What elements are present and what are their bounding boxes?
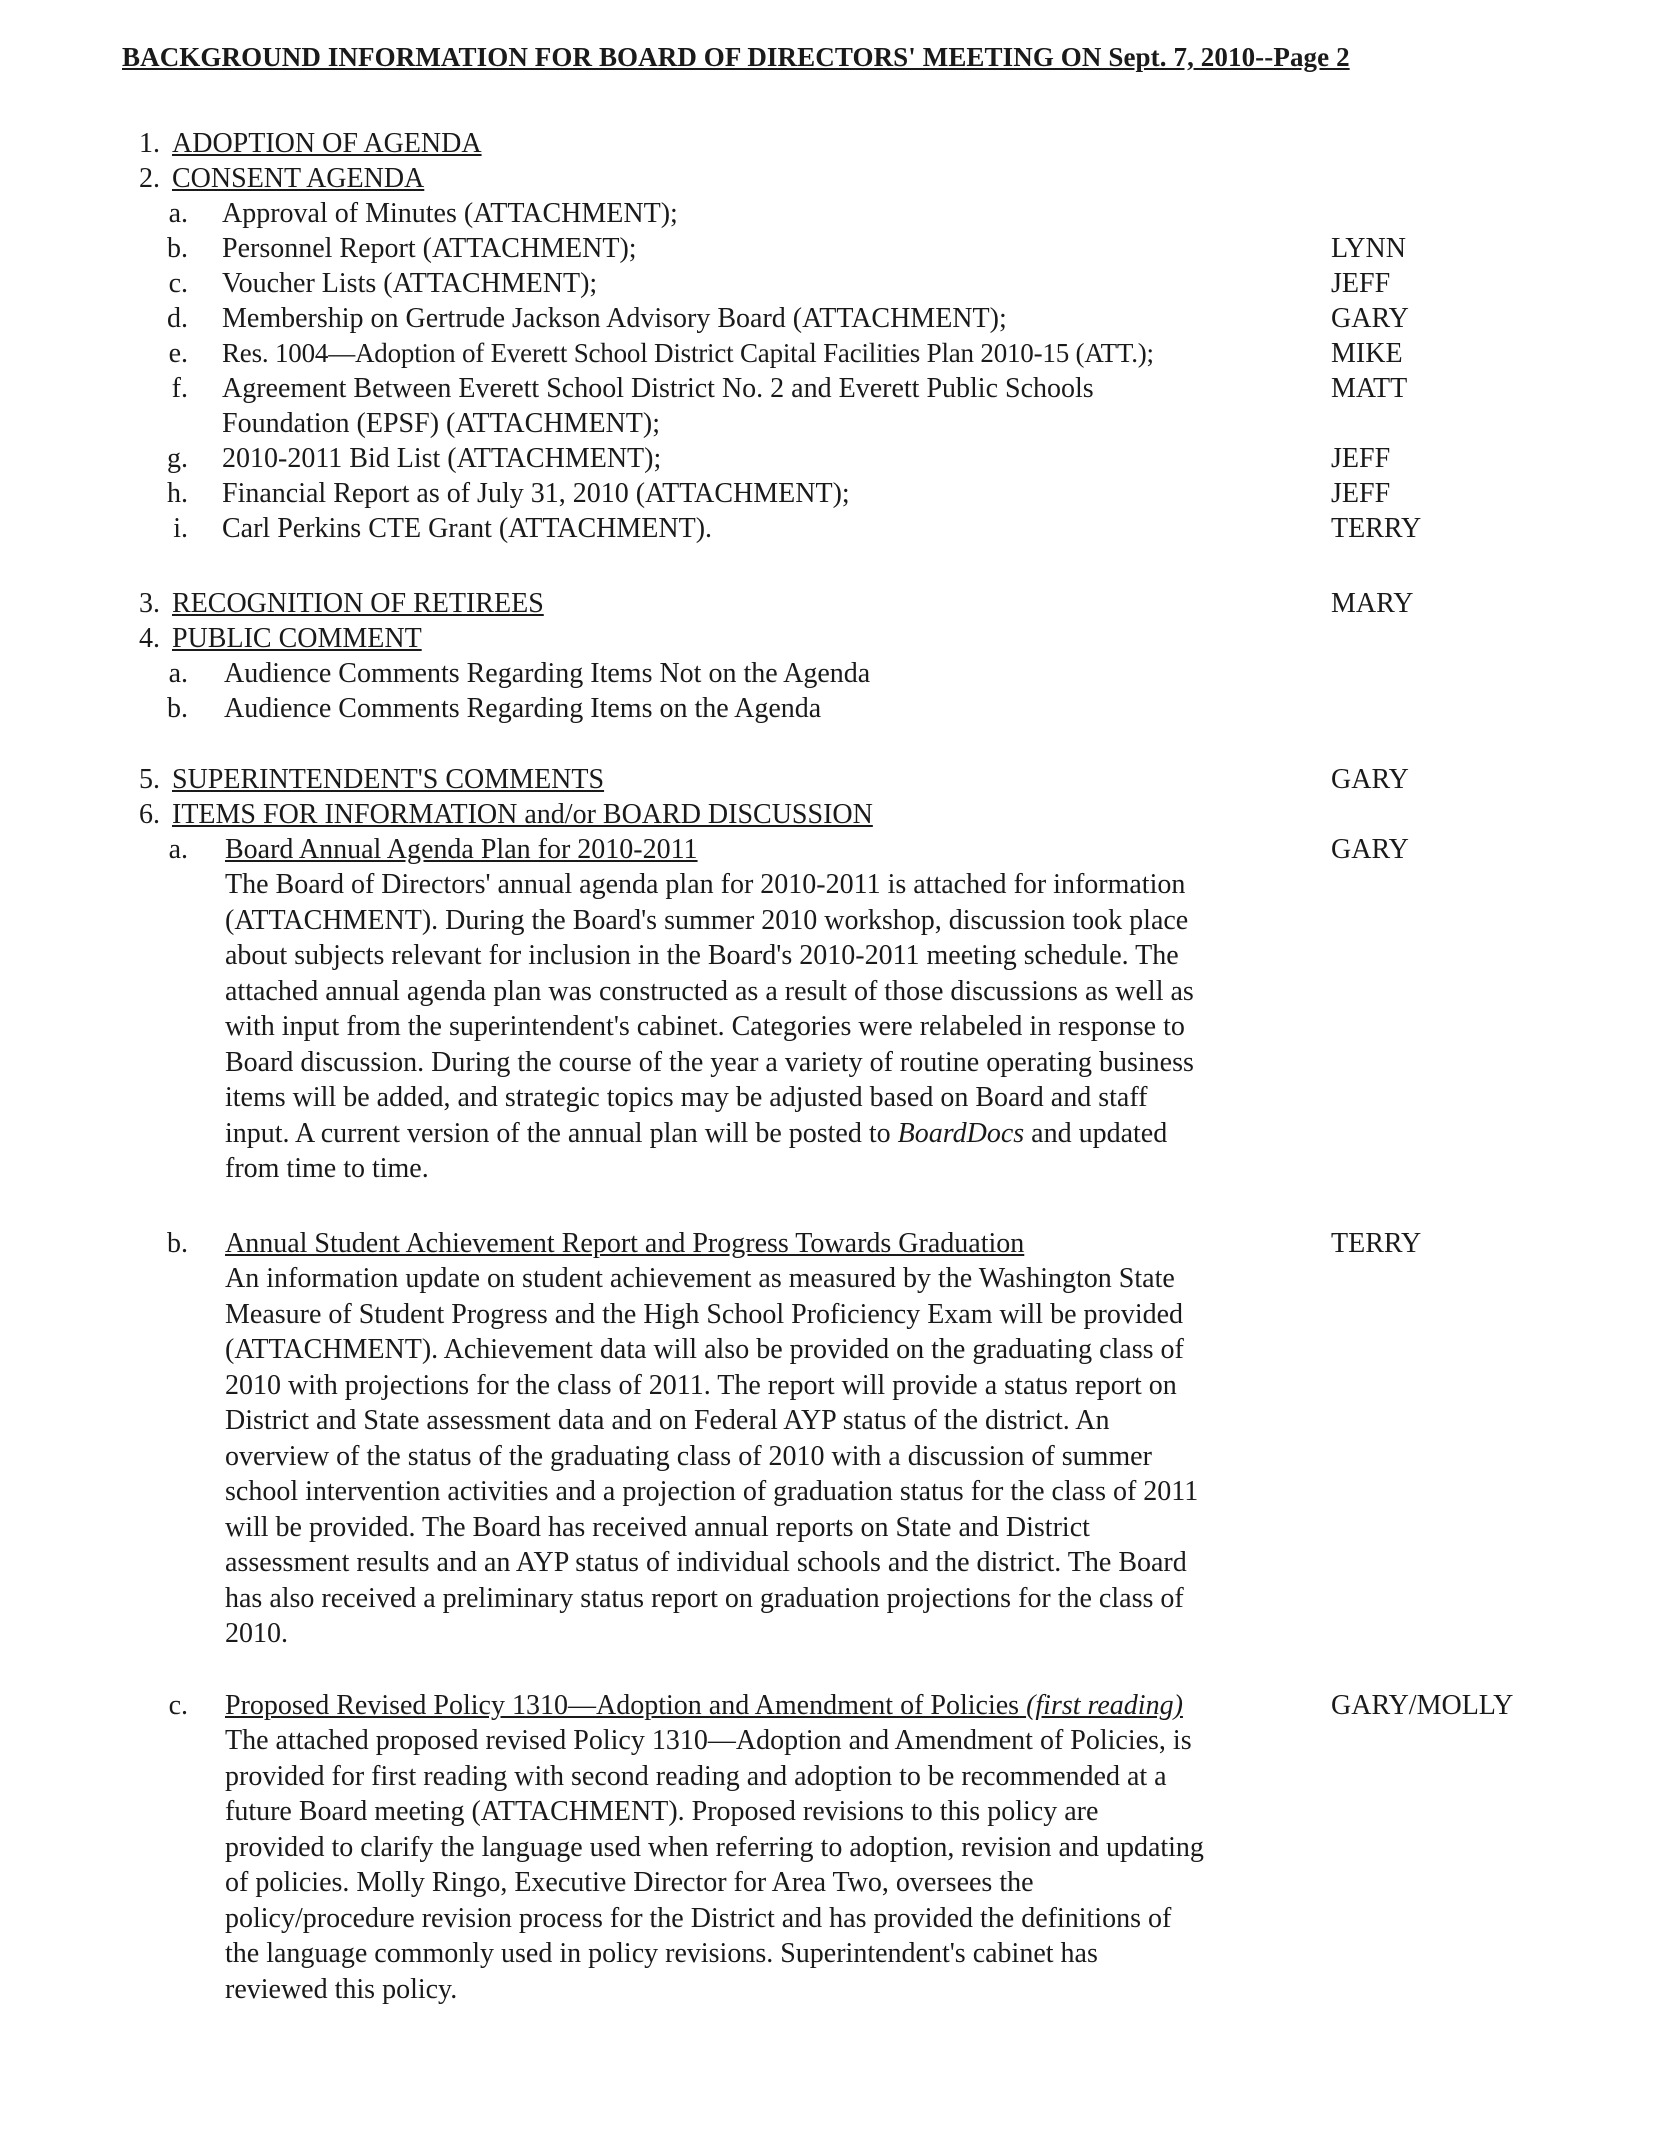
owner-2g: JEFF (1331, 443, 1391, 474)
subitem-6a-description (225, 867, 1325, 1187)
subitem-text: Voucher Lists (ATTACHMENT); (222, 268, 598, 299)
subitem-text: Personnel Report (ATTACHMENT); (222, 233, 637, 264)
subitem-title: Board Annual Agenda Plan for 2010-2011 (225, 834, 698, 865)
owner-2c: JEFF (1331, 268, 1391, 299)
paragraph-line: about subjects relevant for inclusion in the Board's 2010-2011 meeting schedule. The (225, 940, 1179, 971)
subitem-text: Financial Report as of July 31, 2010 (ATTACHMENT); (222, 478, 850, 509)
paragraph-line: will be provided. The Board has received annual reports on State and District (225, 1511, 1090, 1543)
item-number: 5. (139, 764, 160, 795)
subitem-text: Audience Comments Regarding Items on the Agenda (224, 693, 822, 724)
subitem-letter: i. (173, 513, 188, 544)
subitem-text: Res. 1004—Adoption of Everett School District Capital Facilities Plan 2010-15 (ATT.); (222, 338, 1154, 368)
subitem-letter: g. (167, 443, 188, 474)
subitem-text: 2010-2011 Bid List (ATTACHMENT); (222, 443, 662, 474)
paragraph-line: provided for first reading with second reading and adoption to be recommended at a (225, 1760, 1167, 1792)
owner-2h: JEFF (1331, 478, 1391, 509)
subitem-letter: c. (168, 268, 188, 299)
subitem-letter: b. (167, 233, 188, 264)
item-title: SUPERINTENDENT'S COMMENTS (172, 764, 605, 795)
paragraph-line (225, 1116, 1325, 1152)
paragraph-line: reviewed this policy. (225, 1973, 458, 2005)
subitem-text-continued: Foundation (EPSF) (ATTACHMENT); (222, 408, 660, 439)
paragraph-line: future Board meeting (ATTACHMENT). Proposed revisions to this policy are (225, 1796, 1099, 1827)
paragraph-line: An information update on student achievement as measured by the Washington State (225, 1263, 1175, 1294)
owner-2f: MATT (1331, 373, 1408, 404)
paragraph-line: overview of the status of the graduating class of 2010 with a discussion of summer (225, 1440, 1152, 1472)
owner-2d: GARY (1331, 303, 1409, 334)
paragraph-text: input. A current version of the annual plan will be posted to (225, 1117, 891, 1149)
paragraph-line: provided to clarify the language used when referring to adoption, revision and updating (225, 1831, 1204, 1863)
owner-5: GARY (1331, 764, 1409, 795)
paragraph-line: Board discussion. During the course of the year a variety of routine operating business (225, 1046, 1194, 1078)
paragraph-line: Measure of Student Progress and the High School Proficiency Exam will be provided (225, 1298, 1184, 1330)
subitem-letter: a. (168, 834, 188, 865)
paragraph-text: and updated (1024, 1117, 1168, 1149)
item-title: RECOGNITION OF RETIREES (172, 588, 544, 619)
boarddocs-text: BoardDocs (897, 1117, 1025, 1149)
paragraph-line: of policies. Molly Ringo, Executive Director for Area Two, oversees the (225, 1867, 1034, 1898)
subitem-letter: a. (168, 658, 188, 689)
subitem-text: Audience Comments Regarding Items Not on the Agenda (224, 658, 871, 689)
item-title: PUBLIC COMMENT (172, 623, 422, 654)
subitem-title-text: Proposed Revised Policy 1310—Adoption and Amendment of Policies (225, 1690, 1020, 1721)
paragraph-line: (ATTACHMENT). Achievement data will also be provided on the graduating class of (225, 1334, 1184, 1365)
paragraph-line: The Board of Directors' annual agenda plan for 2010-2011 is attached for information (225, 869, 1186, 900)
owner-2i: TERRY (1331, 513, 1422, 544)
item-title: CONSENT AGENDA (172, 163, 425, 194)
owner-6a: GARY (1331, 834, 1409, 865)
subitem-text: Agreement Between Everett School District No. 2 and Everett Public Schools (222, 373, 1094, 404)
subitem-letter: e. (168, 338, 188, 369)
item-number: 1. (139, 128, 160, 159)
owner-6c: GARY/MOLLY (1331, 1690, 1514, 1721)
paragraph-line: with input from the superintendent's cabinet. Categories were relabeled in response to (225, 1011, 1185, 1042)
subitem-title (225, 1688, 1183, 1723)
paragraph-line: (ATTACHMENT). During the Board's summer 2010 workshop, discussion took place (225, 904, 1189, 936)
item-number: 6. (139, 799, 160, 830)
paragraph-line: 2010. (225, 1618, 288, 1649)
subitem-text: Membership on Gertrude Jackson Advisory Board (ATTACHMENT); (222, 303, 1007, 334)
subitem-letter: b. (167, 1228, 188, 1259)
owner-2b: LYNN (1331, 233, 1406, 264)
subitem-title: Annual Student Achievement Report and Progress Towards Graduation (225, 1228, 1025, 1259)
item-number: 3. (139, 588, 160, 619)
subitem-text: Carl Perkins CTE Grant (ATTACHMENT). (222, 513, 713, 544)
paragraph-line: the language commonly used in policy revisions. Superintendent's cabinet has (225, 1938, 1098, 1969)
subitem-6c-description (225, 1723, 1325, 2007)
subitem-letter: d. (167, 303, 188, 334)
paragraph-line: school intervention activities and a projection of graduation status for the class of 2011 (225, 1476, 1199, 1507)
item-number: 4. (139, 623, 160, 654)
paragraph-line: items will be added, and strategic topics may be adjusted based on Board and staff (225, 1082, 1148, 1113)
item-title: ITEMS FOR INFORMATION and/or BOARD DISCUSSION (172, 799, 873, 830)
item-number: 2. (139, 163, 160, 194)
paragraph-line: from time to time. (225, 1153, 429, 1184)
subitem-text: Approval of Minutes (ATTACHMENT); (222, 198, 678, 229)
owner-6b: TERRY (1331, 1228, 1422, 1259)
owner-3: MARY (1331, 588, 1414, 619)
subitem-letter: a. (168, 198, 188, 229)
paragraph-line: 2010 with projections for the class of 2011. The report will provide a status report on (225, 1369, 1177, 1401)
paragraph-line: has also received a preliminary status report on graduation projections for the class of (225, 1582, 1184, 1614)
subitem-letter: c. (168, 1690, 188, 1721)
paragraph-line: policy/procedure revision process for the District and has provided the definitions of (225, 1902, 1172, 1934)
subitem-letter: f. (171, 373, 188, 404)
subitem-letter: b. (167, 693, 188, 724)
paragraph-line: The attached proposed revised Policy 1310—Adoption and Amendment of Policies, is (225, 1725, 1192, 1756)
paragraph-line: District and State assessment data and on Federal AYP status of the district. An (225, 1405, 1110, 1436)
first-reading-label: (first reading) (1026, 1690, 1183, 1721)
owner-2e: MIKE (1331, 338, 1403, 369)
page-header: BACKGROUND INFORMATION FOR BOARD OF DIRECTORS' MEETING ON Sept. 7, 2010--Page 2 (122, 42, 1350, 72)
subitem-6b-description (225, 1261, 1325, 1652)
item-title: ADOPTION OF AGENDA (172, 128, 482, 159)
paragraph-line: assessment results and an AYP status of individual schools and the district. The Board (225, 1547, 1187, 1578)
paragraph-line: attached annual agenda plan was constructed as a result of those discussions as well as (225, 975, 1194, 1007)
subitem-letter: h. (167, 478, 188, 509)
